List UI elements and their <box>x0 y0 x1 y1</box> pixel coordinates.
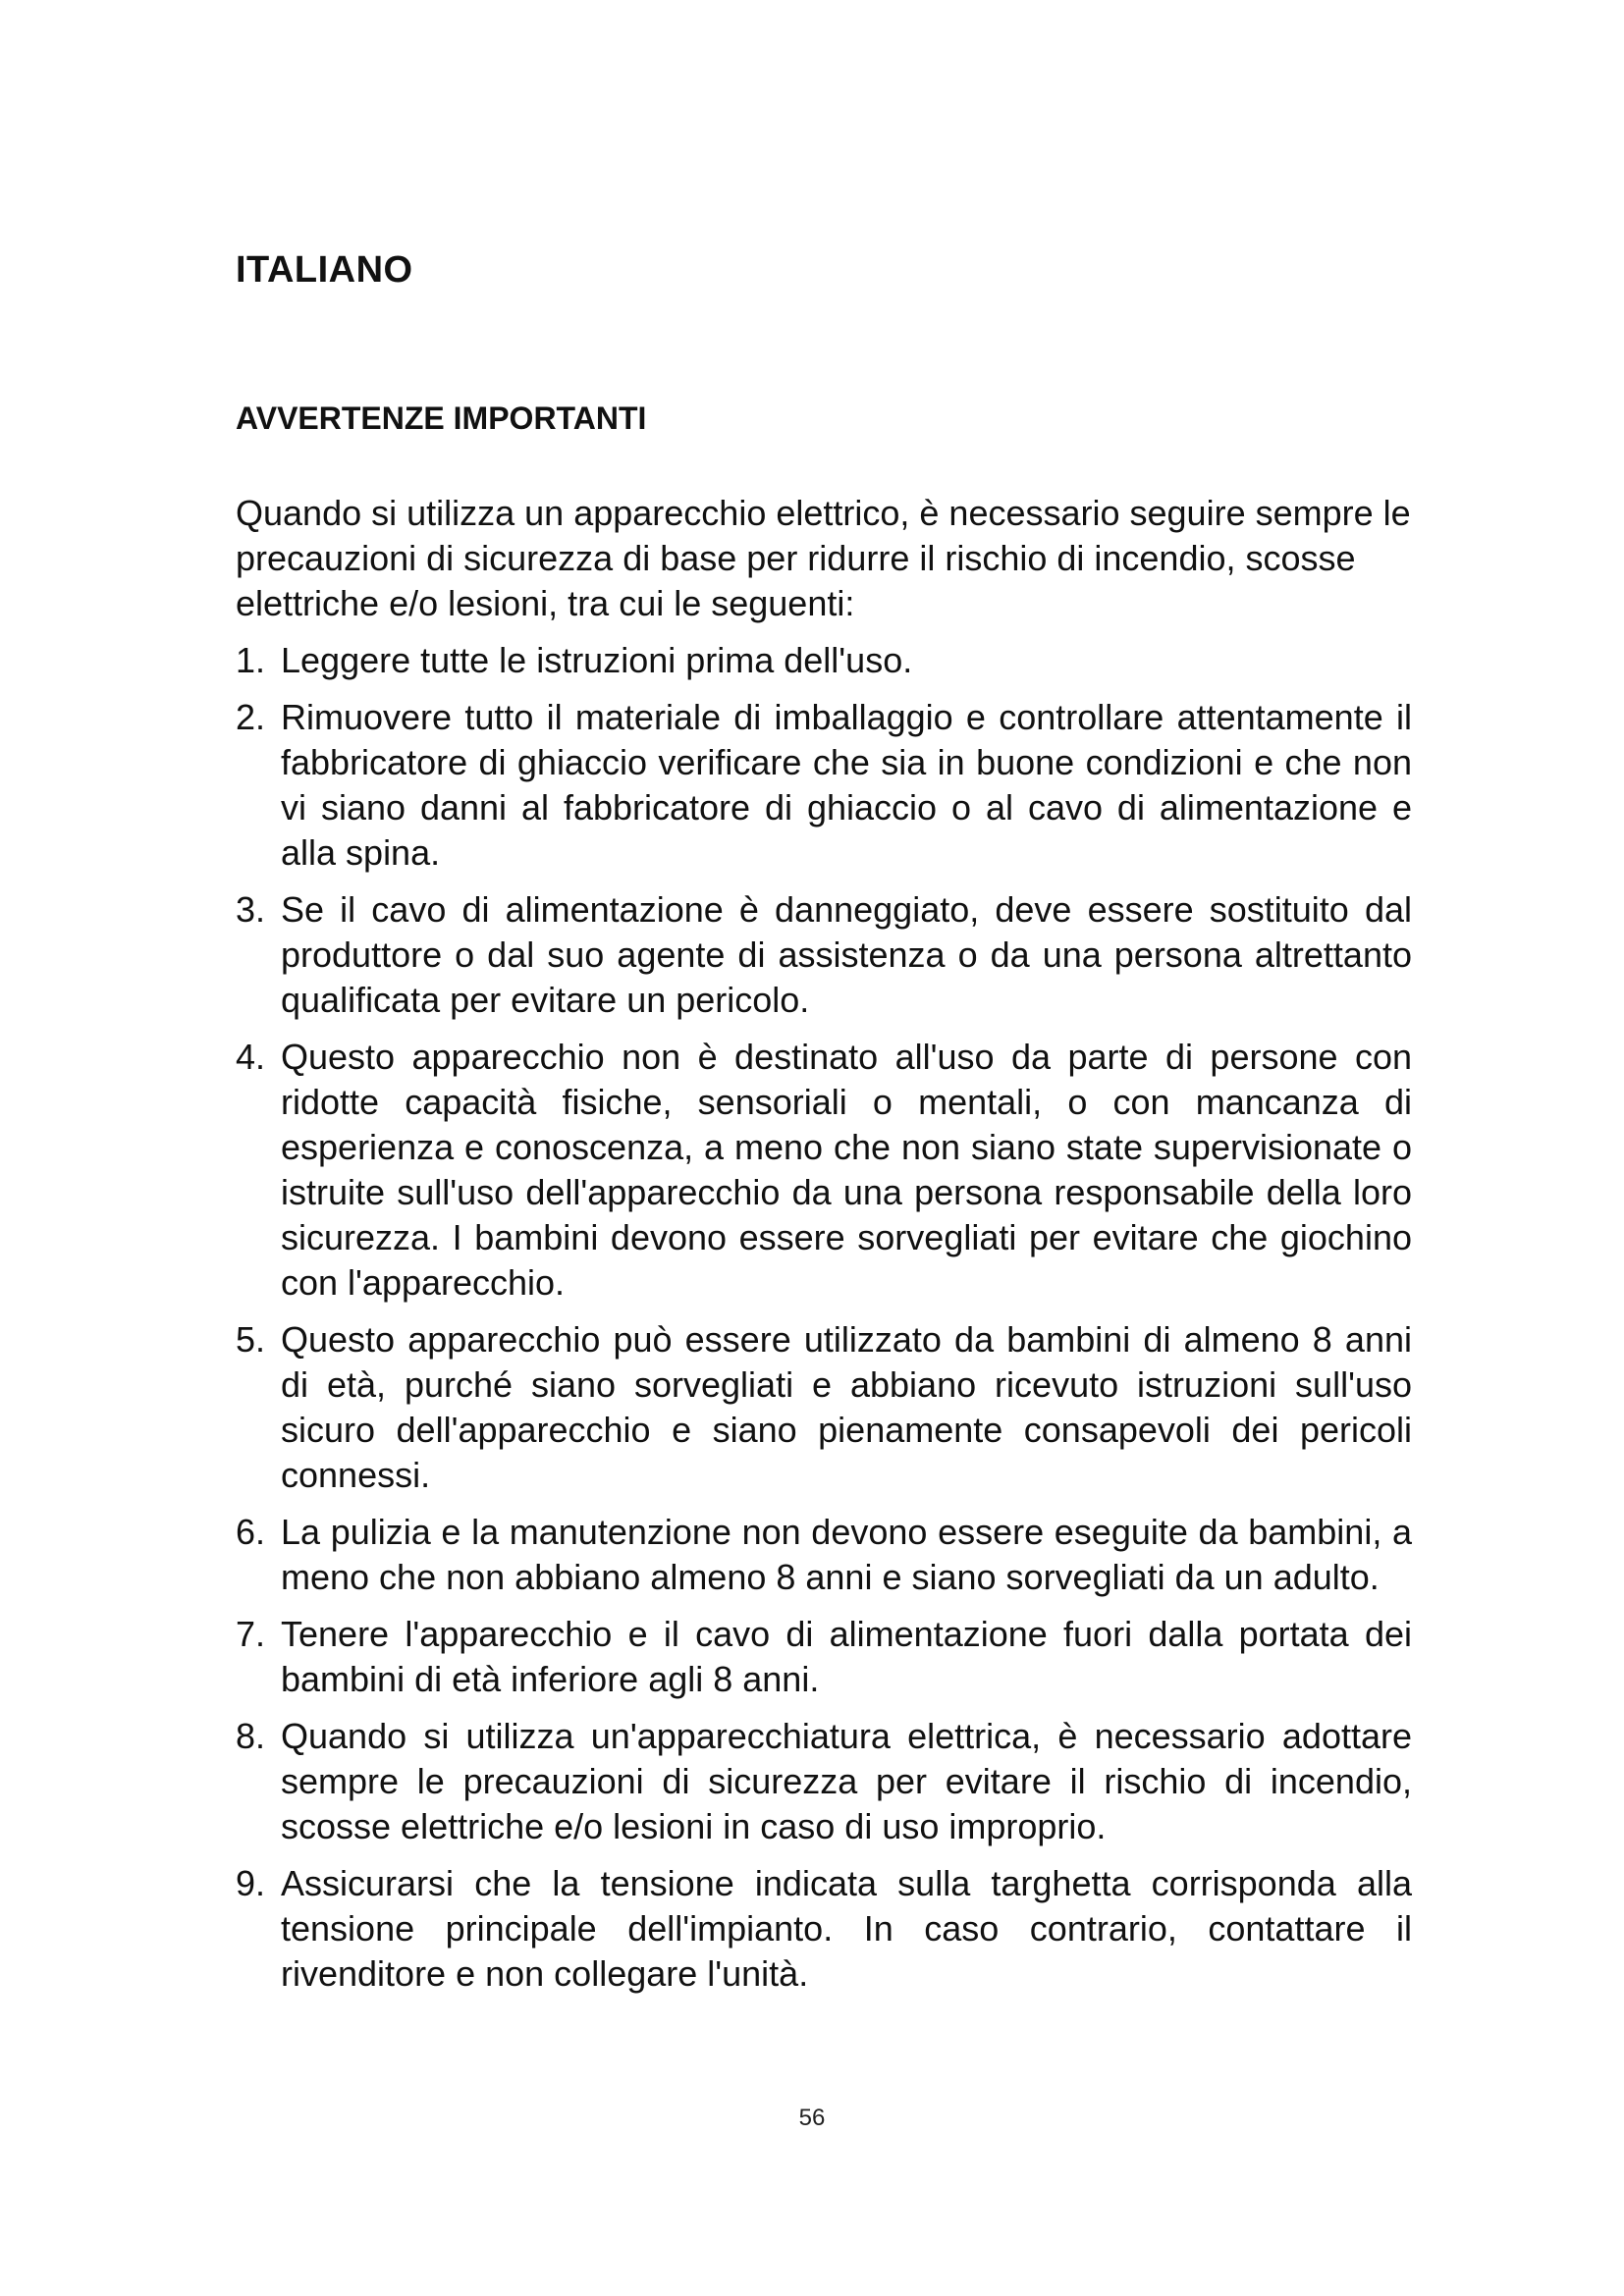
language-title: ITALIANO <box>236 249 413 291</box>
list-item <box>236 1612 1412 1702</box>
item-text: Tenere l'apparecchio e il cavo di alimentazione fuori dalla portata dei bambini di età inferiore agli 8 anni. <box>281 1614 1412 1699</box>
list-item <box>236 1317 1412 1498</box>
item-number: 6. <box>236 1512 266 1552</box>
warnings-content <box>236 491 1412 2008</box>
item-number: 2. <box>236 697 266 737</box>
item-text: Questo apparecchio non è destinato all'uso da parte di persone con ridotte capacità fisiche, sensoriali o mentali, o con mancanza di esperienza e conoscenza, a meno che non siano state supervisionate o istruite sull'uso dell'apparecchio da una persona responsabile della loro sicurezza. I bambini devono essere sorvegliati per evitare che giochino con l'apparecchio. <box>281 1037 1412 1303</box>
list-item <box>236 638 1412 683</box>
item-text: Rimuovere tutto il materiale di imballaggio e controllare attentamente il fabbricatore di ghiaccio verificare che sia in buone condizioni e che non vi siano danni al fabbricatore di ghiaccio o al cavo di alimentazione e alla spina. <box>281 697 1412 873</box>
item-text: Se il cavo di alimentazione è danneggiato, deve essere sostituito dal produttore o dal suo agente di assistenza o da una persona altrettanto qualificata per evitare un pericolo. <box>281 889 1412 1020</box>
item-text: Questo apparecchio può essere utilizzato da bambini di almeno 8 anni di età, purché siano sorvegliati e abbiano ricevuto istruzioni sull'uso sicuro dell'apparecchio e siano pienamente consapevoli dei pericoli connessi. <box>281 1319 1412 1495</box>
item-number: 5. <box>236 1319 266 1360</box>
list-item <box>236 1714 1412 1849</box>
item-number: 1. <box>236 640 266 680</box>
page-number: 56 <box>798 2105 826 2131</box>
list-item <box>236 1510 1412 1600</box>
list-item <box>236 695 1412 876</box>
section-title: AVVERTENZE IMPORTANTI <box>236 400 647 436</box>
intro-paragraph: Quando si utilizza un apparecchio elettrico, è necessario seguire sempre le precauzioni di sicurezza di base per ridurre il rischio di incendio, scosse elettriche e/o lesioni, tra cui le seguenti: <box>236 493 1411 623</box>
item-text: Quando si utilizza un'apparecchiatura elettrica, è necessario adottare sempre le precauzioni di sicurezza per evitare il rischio di incendio, scosse elettriche e/o lesioni in caso di uso improprio. <box>281 1716 1412 1846</box>
item-text: Assicurarsi che la tensione indicata sulla targhetta corrisponda alla tensione principale dell'impianto. In caso contrario, contattare il rivenditore e non collegare l'unità. <box>281 1863 1412 1994</box>
item-number: 3. <box>236 889 266 930</box>
item-text: La pulizia e la manutenzione non devono essere eseguite da bambini, a meno che non abbiano almeno 8 anni e siano sorvegliati da un adulto. <box>281 1512 1412 1597</box>
item-number: 4. <box>236 1037 266 1077</box>
warnings-list <box>236 638 1412 1997</box>
item-number: 8. <box>236 1716 266 1756</box>
item-number: 9. <box>236 1863 266 1903</box>
list-item <box>236 1035 1412 1306</box>
list-item <box>236 1861 1412 1997</box>
item-number: 7. <box>236 1614 266 1654</box>
list-item <box>236 887 1412 1023</box>
item-text: Leggere tutte le istruzioni prima dell'uso. <box>281 640 913 680</box>
